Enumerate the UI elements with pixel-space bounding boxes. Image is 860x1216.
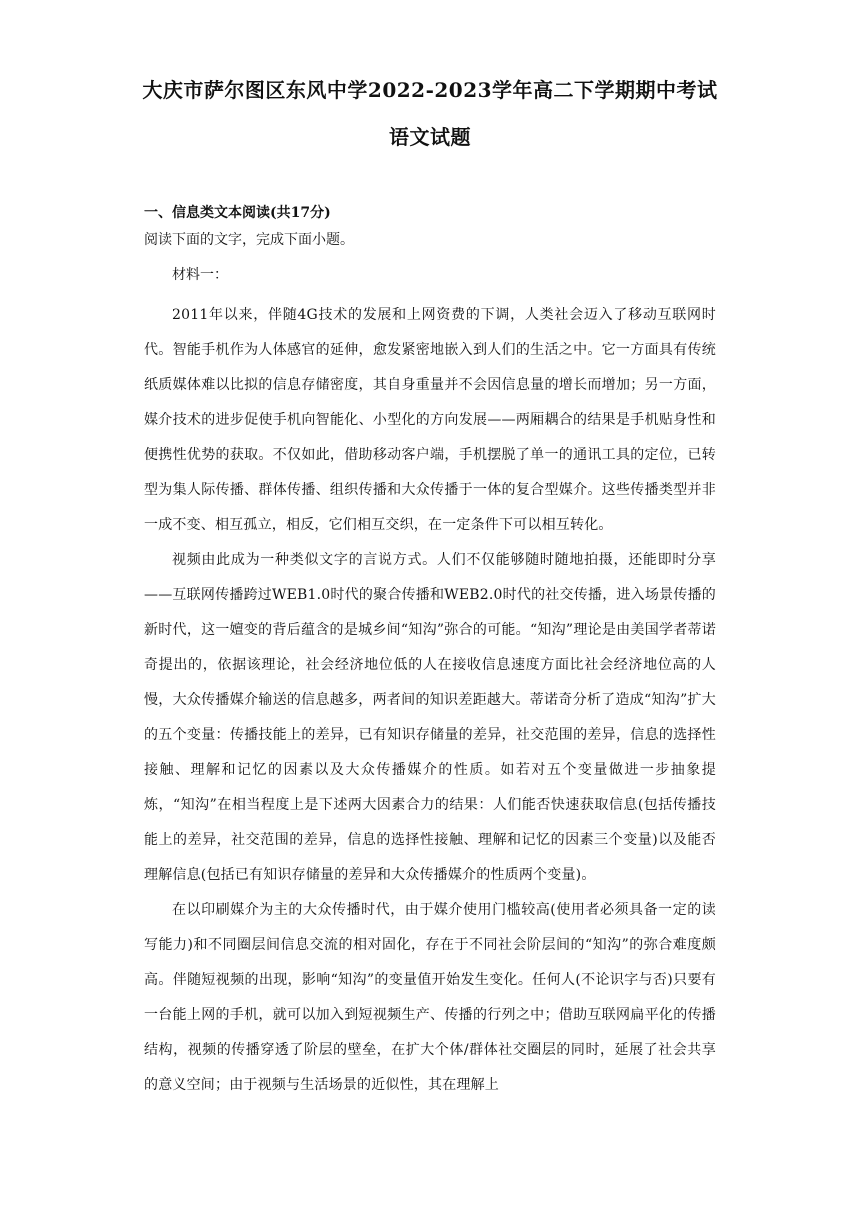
exam-subtitle: 语文试题 <box>389 125 471 149</box>
exam-title: 大庆市萨尔图区东风中学2022-2023学年高二下学期期中考试 <box>142 78 718 102</box>
reading-instruction: 阅读下面的文字，完成下面小题。 <box>144 232 354 248</box>
paragraph-3: 在以印刷媒介为主的大众传播时代，由于媒介使用门槛较高(使用者必须具备一定的读写能力)和不同圈层间信息交流的相对固化，存在于不同社会阶层间的“知沟”的弥合难度颇高。伴随短视频的出现，影响“知沟”的变量值开始发生变化。任何人(不论识字与否)只要有一台能上网的手机，就可以加入到短视频生产、传播的行列之中；借助互联网扁平化的传播结构，视频的传播穿透了阶层的壁垒，在扩大个体/群体社交圈层的同时，延展了社会共享的意义空间；由于视频与生活场景的近似性，其在理解上 <box>144 902 716 1093</box>
material-body <box>144 298 716 1103</box>
paragraph-1: 2011年以来，伴随4G技术的发展和上网资费的下调，人类社会迈入了移动互联网时代。智能手机作为人体感官的延伸，愈发紧密地嵌入到人们的生活之中。它一方面具有传统纸质媒体难以比拟的信息存储密度，其自身重量并不会因信息量的增长而增加；另一方面，媒介技术的进步促使手机向智能化、小型化的方向发展——两厢耦合的结果是手机贴身性和便携性优势的获取。不仅如此，借助移动客户端，手机摆脱了单一的通讯工具的定位，已转型为集人际传播、群体传播、组织传播和大众传播于一体的复合型媒介。这些传播类型并非一成不变、相互孤立，相反，它们相互交织，在一定条件下可以相互转化。 <box>144 307 716 533</box>
paragraph-2: 视频由此成为一种类似文字的言说方式。人们不仅能够随时随地拍摄，还能即时分享——互联网传播跨过WEB1.0时代的聚合传播和WEB2.0时代的社交传播，进入场景传播的新时代，这一嬗变的背后蕴含的是城乡间“知沟”弥合的可能。“知沟”理论是由美国学者蒂诺奇提出的，依据该理论，社会经济地位低的人在接收信息速度方面比社会经济地位高的人慢，大众传播媒介输送的信息越多，两者间的知识差距越大。蒂诺奇分析了造成“知沟”扩大的五个变量：传播技能上的差异，已有知识存储量的差异，社交范围的差异，信息的选择性接触、理解和记忆的因素以及大众传播媒介的性质。如若对五个变量做进一步抽象提炼，“知沟”在相当程度上是下述两大因素合力的结果：人们能否快速获取信息(包括传播技能上的差异，社交范围的差异，信息的选择性接触、理解和记忆的因素三个变量)以及能否理解信息(包括已有知识存储量的差异和大众传播媒介的性质两个变量)。 <box>144 552 716 883</box>
material-label: 材料一： <box>172 267 228 283</box>
section-heading: 一、信息类文本阅读(共17分) <box>144 205 331 221</box>
